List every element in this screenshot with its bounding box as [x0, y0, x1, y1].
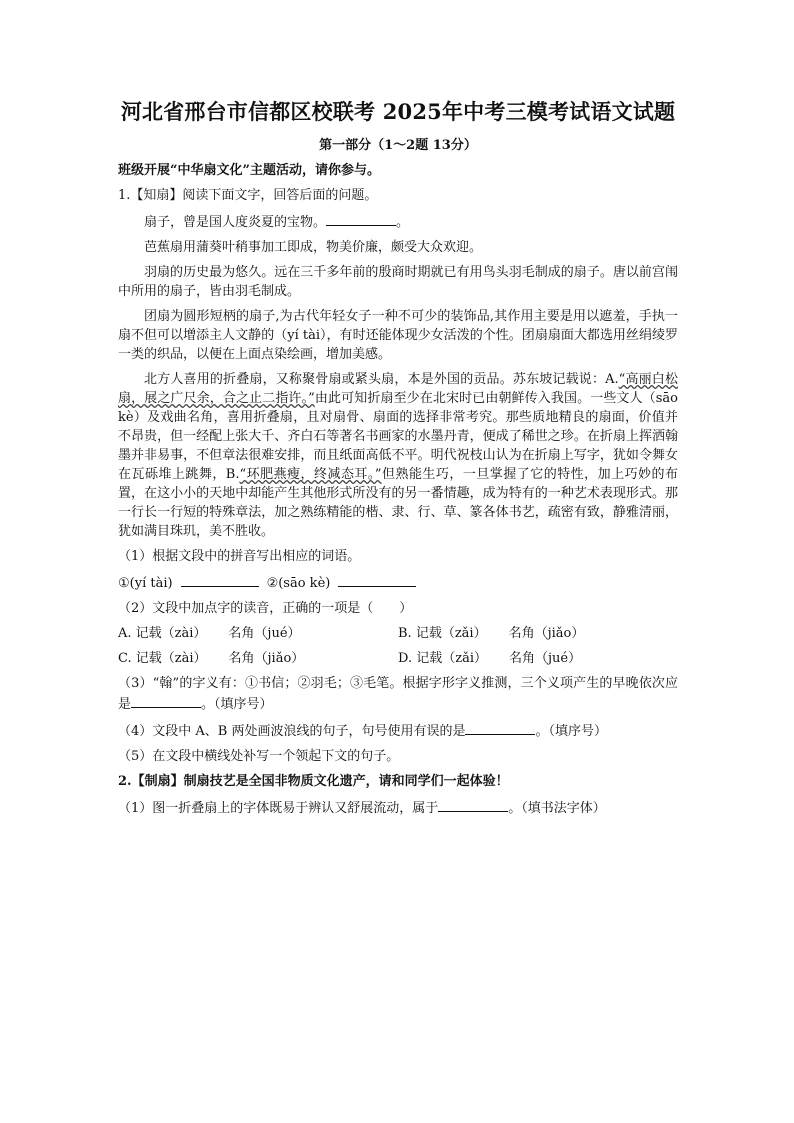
sub-question-1-4: （4）文段中 A、B 两处画波浪线的句子，句号使用有误的是 。（填序号） [118, 720, 678, 741]
option-c: C. 记载（zài） 名角（jiǎo） [118, 651, 305, 666]
sub-question-1-2: （2）文段中加点字的读音，正确的一项是（ ） [118, 601, 413, 616]
document-body [118, 98, 678, 824]
option-b: B. 记载（zǎi） 名角（jiǎo） [398, 626, 585, 641]
wavy-sentence-a: “高丽白松扇，展之广尺余，合之止二指许。” [118, 372, 678, 406]
answer-blank-lead [326, 211, 396, 226]
sub-question-1-5: （5）在文段中横线处补写一个领起下文的句子。 [118, 749, 400, 764]
wavy-sentence-b: “环肥燕瘦，终减态耳。” [239, 467, 382, 482]
question-1-heading: 1.【知扇】阅读下面文字，回答后面的问题。 [118, 188, 378, 203]
question-2-heading: 2.【制扇】制扇技艺是全国非物质文化遗产，请和同学们一起体验！ [118, 774, 509, 789]
option-a: A. 记载（zài） 名角（jué） [118, 626, 301, 641]
answer-blank-order [131, 693, 201, 708]
passage-paragraph-5: 北方人喜用的折叠扇，又称聚骨扇或紧头扇，本是外国的贡品。苏东坡记载说：A.“高丽白松扇，展之广尺余，合之止二指许。”由此可知折扇至少在北宋时已由朝鲜传入我国。一些文人（sāo kè）及戏曲名角，喜用折叠扇，且对扇骨、扇面的选择非常考究。那些质地精良的扇面，价值并不昂贵，但一经配上张大千、齐白石等著名书画家的水墨丹青，便成了稀世之珍。在折扇上挥洒翰墨并非易事，不但章法很难安排，而且纸面高低不平。明代祝枝山认为在折扇上写字，犹如令舞女在瓦砾堆上跳舞，B.“环肥燕瘦，终减态耳。”但熟能生巧，一旦掌握了它的特性，加上巧妙的布置，在这小小的天地中却能产生其他形式所没有的另一番情趣，成为特有的一种艺术表现形式。那一行长一行短的特殊章法，加之熟练精能的楷、隶、行、草、篆各体书艺，疏密有致，静雅清丽，犹如满目珠玑，美不胜收。 [118, 372, 678, 539]
answer-blank-calligraphy [438, 797, 508, 812]
answer-blank-saoke [338, 572, 416, 587]
activity-intro: 班级开展“中华扇文化”主题活动，请你参与。 [118, 163, 380, 178]
answer-blank-punctuation [465, 720, 535, 735]
page-title: 河北省邢台市信都区校联考 2025年中考三模考试语文试题 [120, 99, 676, 124]
passage-paragraph-4: 团扇为圆形短柄的扇子,为古代年轻女子一种不可少的装饰品,其作用主要是用以遮羞，手执一扇不但可以增添主人文静的（yí tài），有时还能体现少女活泼的个性。团扇扇面大都选用丝绢绫罗一类的织品，以便在上面点染绘画，增加美感。 [118, 309, 678, 362]
passage-paragraph-3: 羽扇的历史最为悠久。远在三千多年前的殷商时期就已有用鸟头羽毛制成的扇子。唐以前宫闱中所用的扇子，皆由羽毛制成。 [118, 265, 678, 299]
sub-question-2-1: （1）图一折叠扇上的字体既易于辨认又舒展流动，属于 。（填书法字体） [118, 797, 678, 818]
answer-blank-yitai [181, 572, 259, 587]
section-subtitle: 第一部分（1～2题 13分） [319, 138, 477, 153]
pinyin-answer-row: ①(yí tài) ②(sāo kè) [118, 572, 678, 593]
sub-question-1-3: （3）“翰”的字义有：①书信；②羽毛；③毛笔。根据字形字义推测，三个义项产生的早晚依次应是 。（填序号） [118, 676, 678, 712]
passage-paragraph-1: 扇子，曾是国人度炎夏的宝物。 。 [118, 211, 678, 232]
choice-options [118, 624, 678, 668]
passage-paragraph-2: 芭蕉扇用蒲葵叶稍事加工即成，物美价廉，颇受大众欢迎。 [144, 240, 483, 255]
option-d: D. 记载（zǎi） 名角（jué） [398, 651, 582, 666]
sub-question-1-1: （1）根据文段中的拼音写出相应的词语。 [118, 549, 361, 564]
